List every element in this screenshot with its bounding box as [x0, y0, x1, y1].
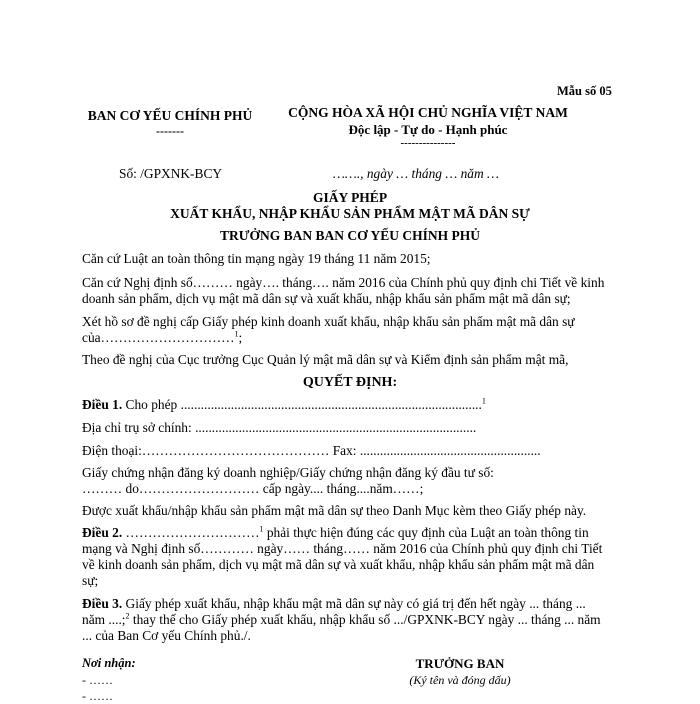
document-title: GIẤY PHÉP [312, 190, 388, 205]
national-motto: Độc lập - Tự do - Hạnh phúc [348, 122, 508, 137]
article-1: Điều 1. Cho phép ..........................................................................................$^1$ [82, 396, 486, 412]
motto-rule: --------------- [400, 137, 456, 149]
article-3: Điều 3. Giấy phép xuất khẩu, nhập khẩu mật mã dân sự này có giá trị đến hết ngày ... tháng ... năm ....;$^2$ thay thế cho Giấy phép xuất khẩu, nhập khẩu số .../GPXNK-BCY ngày ... tháng ... năm ... của Ban Cơ yếu Chính phủ./. [82, 596, 601, 643]
article-1-label: Điều 1. [82, 397, 123, 412]
recipient-item: - …… [82, 689, 113, 703]
document-subtitle: XUẤT KHẨU, NHẬP KHẨU SẢN PHẨM MẬT MÃ DÂN SỰ [170, 206, 530, 221]
decision-heading: QUYẾT ĐỊNH: [302, 375, 398, 390]
agency-rule: ------- [156, 124, 184, 138]
preamble-decree: Căn cứ Nghị định số……… ngày…. tháng…. năm 2016 của Chính phủ quy định chi Tiết về kinh doanh sản phẩm, dịch vụ mật mã dân sự và xuất khẩu, nhập khẩu sản phẩm mật mã dân sự; [82, 275, 605, 306]
article-1-scope: Được xuất khẩu/nhập khẩu sản phẩm mật mã dân sự theo Danh Mục kèm theo Giấy phép này. [82, 503, 587, 518]
article-2-label: Điều 2. [82, 525, 123, 540]
agency-name: BAN CƠ YẾU CHÍNH PHỦ [87, 108, 253, 123]
signer-title: TRƯỞNG BAN [415, 656, 505, 671]
article-2: Điều 2. …………………………$^1$ phải thực hiện đúng các quy định của Luật an toàn thông tin mạng và Nghị định số………… ngày…… tháng…… năm 2016 của Chính phủ quy định chi Tiết về kinh doanh sản phẩm, dịch vụ mật mã dân sự và xuất khẩu, nhập khẩu sản phẩm mật mã dân sự; [82, 524, 603, 588]
recipients-label: Nơi nhận: [82, 656, 136, 670]
document-number: Số: /GPXNK-BCY [119, 166, 223, 181]
preamble-application: Xét hồ sơ đề nghị cấp Giấy phép kinh doanh xuất khẩu, nhập khẩu sản phẩm mật mã dân sự của…………………………$^1$; [82, 314, 575, 345]
article-1-address: Địa chỉ trụ sở chính: .................................................................................... [82, 420, 477, 435]
preamble-law: Căn cứ Luật an toàn thông tin mạng ngày 19 tháng 11 năm 2015; [82, 251, 431, 266]
recipient-item: - …… [82, 673, 113, 687]
article-3-label: Điều 3. [82, 596, 123, 611]
signer-note: (Ký tên và đóng dấu) [409, 673, 511, 687]
preamble-proposal: Theo đề nghị của Cục trưởng Cục Quản lý mật mã dân sự và Kiểm định sản phẩm mật mã, [82, 352, 569, 367]
issuer-title: TRƯỞNG BAN BAN CƠ YẾU CHÍNH PHỦ [219, 228, 480, 243]
article-1-phone: Điện thoại:…………………………………… Fax: ...................................................... [82, 443, 541, 458]
document-date: ……., ngày … tháng … năm … [333, 166, 499, 181]
article-1-registration: Giấy chứng nhận đăng ký doanh nghiệp/Giấy chứng nhận đăng ký đầu tư số: ……… do……………………… cấp ngày.... tháng....năm……; [82, 465, 494, 496]
country-name: CỘNG HÒA XÃ HỘI CHỦ NGHĨA VIỆT NAM [288, 105, 568, 120]
form-number: Mẫu số 05 [557, 84, 612, 98]
